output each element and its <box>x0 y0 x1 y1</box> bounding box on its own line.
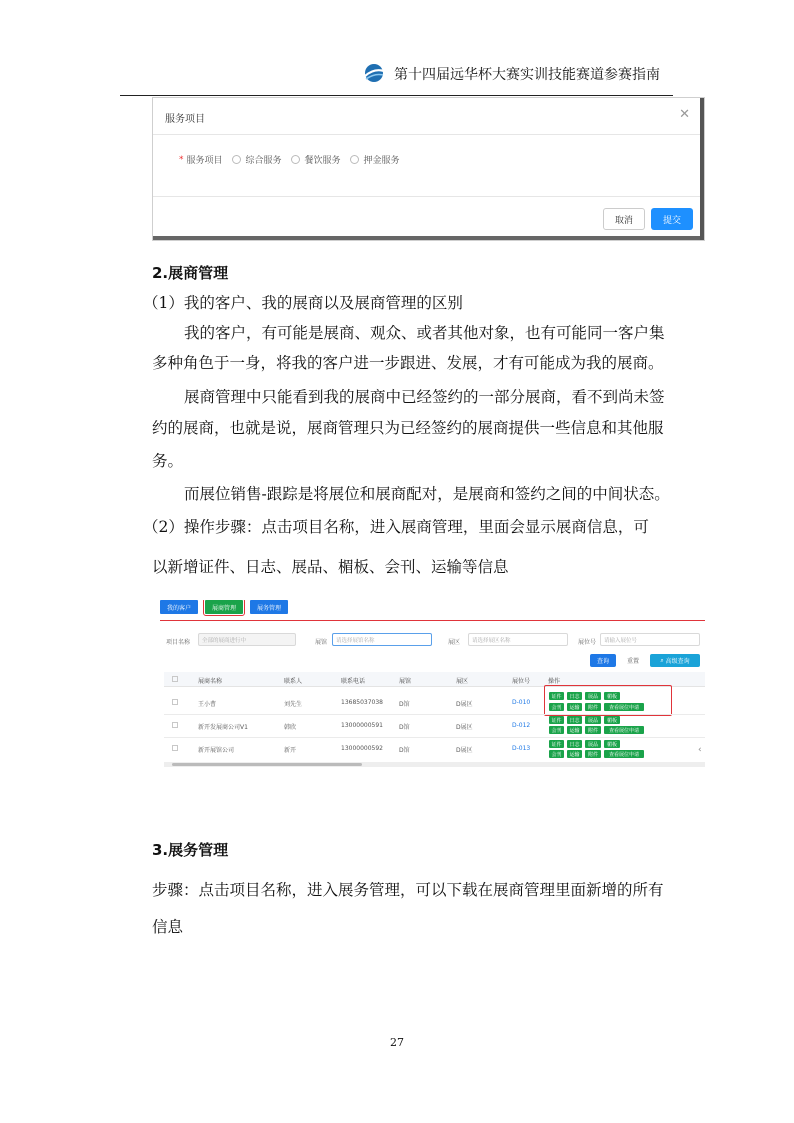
tab-exhibition-affairs[interactable]: 展务管理 <box>250 600 288 614</box>
section2-sub2-line: 以新增证件、日志、展品、楣板、会刊、运输等信息 <box>152 558 509 576</box>
divider <box>153 134 704 135</box>
op-exhibits-button[interactable]: 展品 <box>585 740 601 748</box>
contact: 新开 <box>284 747 297 754</box>
paragraph-line: 而展位销售-跟踪是将展位和展商配对，是展商和签约之间的中间状态。 <box>184 485 670 503</box>
op-view-booth-request-button[interactable]: 查看展位申请 <box>604 726 644 734</box>
required-mark: * <box>179 154 184 165</box>
op-transport-button[interactable]: 运输 <box>567 703 582 711</box>
service-modal-screenshot <box>152 97 705 241</box>
paragraph-line: 我的客户，有可能是展商、观众、或者其他对象，也有可能同一客户集 <box>184 324 665 342</box>
op-exhibits-button[interactable]: 展品 <box>585 716 601 724</box>
hall-select[interactable]: 请选择展馆名称 <box>332 633 432 646</box>
op-log-button[interactable]: 日志 <box>567 716 582 724</box>
col-header: 操作 <box>548 678 561 685</box>
op-fascia-button[interactable]: 楣板 <box>604 740 620 748</box>
col-header: 展区 <box>456 678 469 685</box>
divider <box>153 196 704 197</box>
row-checkbox[interactable] <box>172 745 178 751</box>
op-fascia-button[interactable]: 楣板 <box>604 692 620 700</box>
radio-label: 综合服务 <box>245 156 282 166</box>
op-view-booth-request-button[interactable]: 查看展位申请 <box>604 703 644 711</box>
advanced-query-label: 高级查询 <box>665 658 690 665</box>
op-certificate-button[interactable]: 证件 <box>549 740 564 748</box>
paragraph-line: 展商管理中只能看到我的展商中已经签约的一部分展商，看不到尚未签 <box>184 388 665 406</box>
globe-swoosh-icon <box>363 62 385 84</box>
project-select[interactable]: 全部的展商进行中 <box>198 633 296 646</box>
op-view-booth-request-button[interactable]: 查看展位申请 <box>604 750 644 758</box>
highlight-line <box>160 620 705 621</box>
tab-my-customers[interactable]: 我的客户 <box>160 600 198 614</box>
contact: 刘先生 <box>284 701 303 708</box>
exhibitor-table-screenshot <box>160 600 705 768</box>
op-transport-button[interactable]: 运输 <box>567 726 582 734</box>
search-icon: ⌕ <box>660 656 666 664</box>
col-header: 展馆 <box>399 678 412 685</box>
service-field <box>179 153 400 166</box>
section3-heading: 3.展务管理 <box>152 841 229 859</box>
paragraph-line: 多种角色于一身，将我的客户进一步跟进、发展，才有可能成为我的展商。 <box>152 354 664 372</box>
radio-comprehensive[interactable] <box>232 155 241 164</box>
section2-heading: 2.展商管理 <box>152 264 229 282</box>
close-icon[interactable]: ✕ <box>679 107 690 122</box>
booth-input[interactable]: 请输入展位号 <box>600 633 700 646</box>
area: D展区 <box>456 724 473 731</box>
exhibitor-name: 新开发展商公司V1 <box>198 724 248 731</box>
area: D展区 <box>456 747 473 754</box>
booth-label: 展位号 <box>578 639 597 646</box>
op-fascia-button[interactable]: 楣板 <box>604 716 620 724</box>
query-button[interactable]: 查询 <box>590 654 616 667</box>
row-checkbox[interactable] <box>172 722 178 728</box>
col-header: 展商名称 <box>198 678 223 685</box>
hall: D馆 <box>399 747 410 754</box>
paragraph-line: 信息 <box>152 918 184 936</box>
page-number: 27 <box>390 1036 404 1049</box>
radio-deposit[interactable] <box>350 155 359 164</box>
row-divider <box>164 737 705 738</box>
col-header: 联系人 <box>284 678 303 685</box>
reset-button[interactable]: 重置 <box>626 658 639 665</box>
select-all-checkbox[interactable] <box>172 676 178 682</box>
radio-catering[interactable] <box>291 155 300 164</box>
exhibitor-name: 王小曹 <box>198 701 217 708</box>
cancel-button[interactable]: 取消 <box>603 208 645 230</box>
chevron-left-icon[interactable]: ‹ <box>698 745 702 755</box>
paragraph-line: 步骤：点击项目名称，进入展务管理，可以下载在展商管理里面新增的所有 <box>152 881 664 899</box>
header-rule <box>120 95 673 96</box>
op-attachment-button[interactable]: 附件 <box>585 726 601 734</box>
project-label: 项目名称 <box>166 639 191 646</box>
op-log-button[interactable]: 日志 <box>567 692 582 700</box>
phone: 13000000591 <box>341 722 383 729</box>
op-attachment-button[interactable]: 附件 <box>585 703 601 711</box>
scrollbar-thumb[interactable] <box>172 763 362 766</box>
modal-bottom-edge <box>153 236 704 240</box>
booth-link[interactable]: D-010 <box>512 699 531 706</box>
header-title: 第十四届远华杯大赛实训技能赛道参赛指南 <box>394 67 660 83</box>
area: D展区 <box>456 701 473 708</box>
booth-link[interactable]: D-012 <box>512 722 531 729</box>
modal-side-edge <box>700 98 704 240</box>
paragraph-line: 务。 <box>152 452 184 470</box>
op-certificate-button[interactable]: 证件 <box>549 692 564 700</box>
op-log-button[interactable]: 日志 <box>567 740 582 748</box>
row-divider <box>164 714 705 715</box>
section2-sub1: （1）我的客户、我的展商以及展商管理的区别 <box>143 294 463 312</box>
area-label: 展区 <box>448 639 461 646</box>
phone: 13685037038 <box>341 699 383 706</box>
modal-title: 服务项目 <box>165 114 205 125</box>
phone: 13000000592 <box>341 745 383 752</box>
advanced-query-button[interactable] <box>650 654 700 667</box>
op-catalog-button[interactable]: 会刊 <box>549 750 564 758</box>
radio-label: 押金服务 <box>363 156 400 166</box>
hall: D馆 <box>399 724 410 731</box>
service-field-label: 服务项目 <box>186 156 223 166</box>
col-header: 展位号 <box>512 678 531 685</box>
op-certificate-button[interactable]: 证件 <box>549 716 564 724</box>
hall-label: 展馆 <box>315 639 328 646</box>
area-select[interactable]: 请选择展区名称 <box>468 633 568 646</box>
highlight-box <box>544 685 672 716</box>
section2-sub2-line: （2）操作步骤：点击项目名称，进入展商管理，里面会显示展商信息，可 <box>143 518 649 536</box>
hall: D馆 <box>399 701 410 708</box>
paragraph-line: 约的展商，也就是说，展商管理只为已经签约的展商提供一些信息和其他服 <box>152 419 664 437</box>
radio-label: 餐饮服务 <box>304 156 341 166</box>
submit-button[interactable]: 提交 <box>651 208 693 230</box>
booth-link[interactable]: D-013 <box>512 745 531 752</box>
col-header: 联系电话 <box>341 678 366 685</box>
exhibitor-name: 新开展馆公司 <box>198 747 235 754</box>
horizontal-scrollbar[interactable] <box>164 762 705 767</box>
tab-exhibitor-management[interactable]: 展商管理 <box>205 600 243 614</box>
contact: 韩欣 <box>284 724 297 731</box>
op-catalog-button[interactable]: 会刊 <box>549 703 564 711</box>
op-attachment-button[interactable]: 附件 <box>585 750 601 758</box>
op-exhibits-button[interactable]: 展品 <box>585 692 601 700</box>
op-catalog-button[interactable]: 会刊 <box>549 726 564 734</box>
row-checkbox[interactable] <box>172 699 178 705</box>
op-transport-button[interactable]: 运输 <box>567 750 582 758</box>
